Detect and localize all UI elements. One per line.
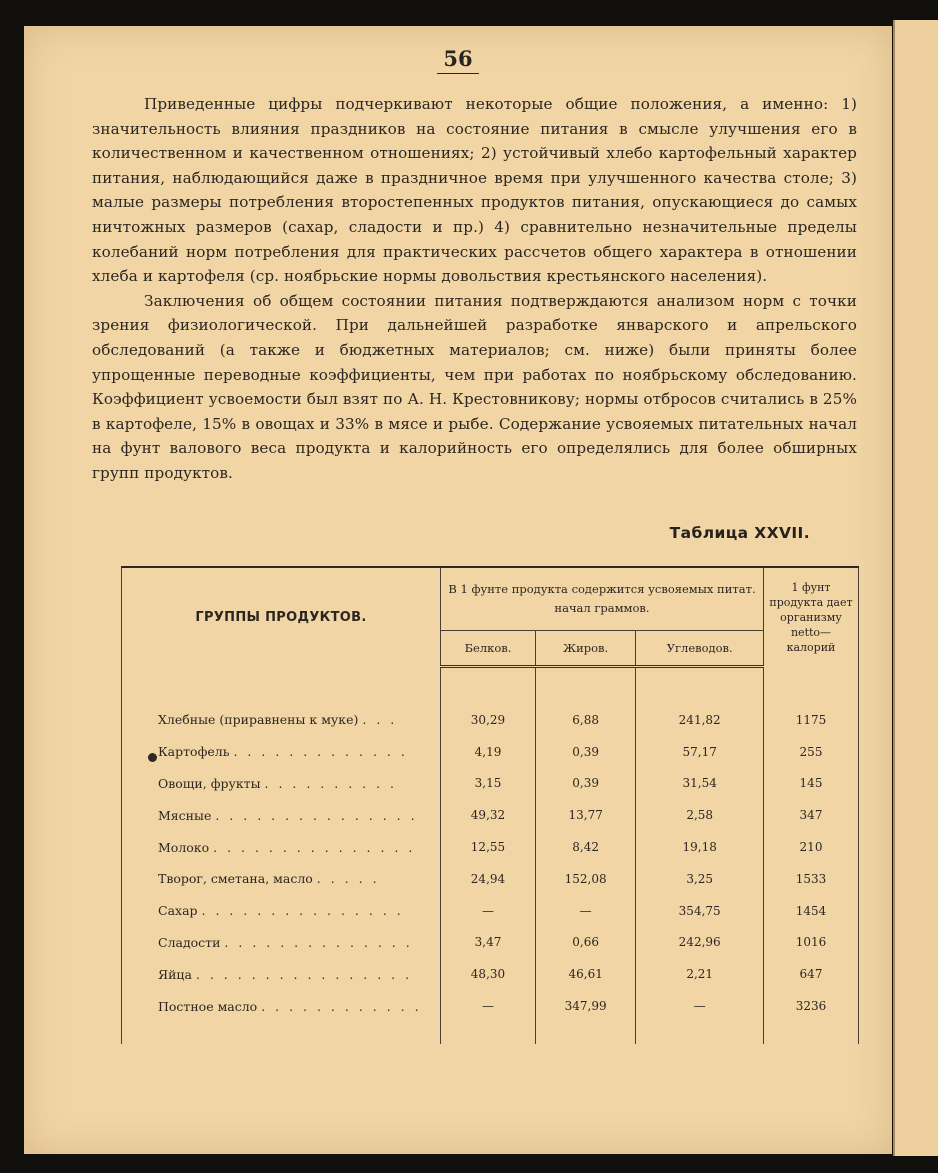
leader-dots: . . . . . . . . . . . . . . . — [201, 903, 404, 919]
row-name — [122, 704, 441, 736]
row-protein: 30,29 — [441, 704, 536, 736]
header-carbs: Углеводов. — [636, 631, 764, 667]
row-carbs: 57,17 — [636, 736, 764, 768]
table-row — [122, 863, 859, 895]
row-fat: 0,39 — [535, 768, 635, 800]
row-protein: 49,32 — [441, 799, 536, 831]
table-row — [122, 895, 859, 927]
row-label: Овощи, фрукты — [158, 775, 261, 791]
row-carbs: 19,18 — [636, 831, 764, 863]
leader-dots: . . . . . . . . . . — [264, 775, 398, 791]
leader-dots: . . . . . . . . . . . . — [261, 998, 422, 1014]
table-row — [122, 958, 859, 990]
row-calories: 1016 — [764, 927, 859, 959]
row-name — [122, 831, 441, 863]
row-calories: 347 — [764, 799, 859, 831]
row-label: Яйца — [158, 966, 192, 982]
row-carbs: 241,82 — [636, 704, 764, 736]
leader-dots: . . . — [362, 712, 398, 728]
row-label: Хлебные (приравнены к муке) — [158, 712, 359, 728]
row-fat: 6,88 — [535, 704, 635, 736]
document-page — [24, 26, 892, 1154]
row-calories: 1533 — [764, 863, 859, 895]
row-label: Сладости — [158, 934, 221, 950]
row-fat: 46,61 — [535, 958, 635, 990]
row-fat: 152,08 — [535, 863, 635, 895]
table-label: Таблица XXVII. — [669, 524, 810, 542]
row-protein: 3,47 — [441, 927, 536, 959]
row-name — [122, 990, 441, 1022]
row-carbs: 242,96 — [636, 927, 764, 959]
row-protein: 4,19 — [441, 736, 536, 768]
row-name — [122, 768, 441, 800]
row-carbs: 31,54 — [636, 768, 764, 800]
row-protein: 48,30 — [441, 958, 536, 990]
table-row — [122, 799, 859, 831]
row-carbs: 354,75 — [636, 895, 764, 927]
row-fat: 8,42 — [535, 831, 635, 863]
ink-blot — [148, 753, 157, 762]
row-protein: — — [441, 895, 536, 927]
adjacent-page-edge — [893, 20, 938, 1156]
row-label: Сахар — [158, 903, 198, 919]
table-row — [122, 704, 859, 736]
leader-dots: . . . . . — [316, 871, 380, 887]
header-calories: 1 фунт продукта дает организму netto—калорий — [764, 567, 859, 667]
row-protein: 24,94 — [441, 863, 536, 895]
body-text — [92, 92, 857, 486]
row-fat: 13,77 — [535, 799, 635, 831]
row-calories: 647 — [764, 958, 859, 990]
header-fat: Жиров. — [535, 631, 635, 667]
row-name — [122, 927, 441, 959]
row-carbs: — — [636, 990, 764, 1022]
paragraph-1: Приведенные цифры подчеркивают некоторые общие положения, а именно: 1) значительность влияния праздников на состояние питания в смысле улучшения его в количественном и качественном отношениях; 2) устойчивый хлебо картофельный характер питания, наблюдающийся даже в праздничное время при улучшенного качества столе; 3) малые размеры потребления второстепенных продуктов питания, опускающиеся до самых ничтожных размеров (сахар, сладости и пр.) 4) сравнительно незначительные пределы колебаний норм потребления для практических рассчетов общего характера в отношении хлеба и картофеля (ср. ноябрьские нормы довольствия крестьянского населения). — [92, 95, 857, 286]
row-label: Постное масло — [158, 998, 258, 1014]
row-label: Мясные — [158, 807, 212, 823]
header-groups: ГРУППЫ ПРОДУКТОВ. — [122, 567, 441, 667]
row-calories: 1454 — [764, 895, 859, 927]
row-calories: 3236 — [764, 990, 859, 1022]
row-fat: 347,99 — [535, 990, 635, 1022]
row-name — [122, 799, 441, 831]
row-name — [122, 736, 441, 768]
row-protein: 12,55 — [441, 831, 536, 863]
row-name — [122, 895, 441, 927]
row-fat: 0,39 — [535, 736, 635, 768]
table-row — [122, 831, 859, 863]
row-label: Картофель — [158, 744, 230, 760]
row-calories: 145 — [764, 768, 859, 800]
page-number: 56 — [24, 46, 892, 71]
row-name — [122, 863, 441, 895]
leader-dots: . . . . . . . . . . . . . . . . — [195, 966, 413, 982]
row-fat: — — [535, 895, 635, 927]
row-carbs: 2,21 — [636, 958, 764, 990]
paragraph-2: Заключения об общем состоянии питания подтверждаются анализом норм с точки зрения физиологической. При дальнейшей разработке январского и апрельского обследований (а также и бюджетных материалов; см. ниже) были приняты более упрощенные переводные коэффициенты, чем при работах по ноябрьскому обследованию. Коэффициент усвоемости был взят по А. Н. Крестовникову; нормы отбросов считались в 25% в картофеле, 15% в овощах и 33% в мясе и рыбе. Содержание усвояемых питательных начал на фунт валового веса продукта и калорийность его определялись для более обширных групп продуктов. — [92, 291, 857, 482]
table-row — [122, 768, 859, 800]
header-contents: В 1 фунте продукта содержится усвояемых питат. начал граммов. — [441, 567, 764, 631]
row-protein: — — [441, 990, 536, 1022]
table-row — [122, 927, 859, 959]
leader-dots: . . . . . . . . . . . . . . — [224, 934, 413, 950]
leader-dots: . . . . . . . . . . . . . . . — [213, 839, 416, 855]
row-protein: 3,15 — [441, 768, 536, 800]
row-calories: 1175 — [764, 704, 859, 736]
table-row — [122, 990, 859, 1022]
row-calories: 255 — [764, 736, 859, 768]
row-carbs: 2,58 — [636, 799, 764, 831]
nutrition-table — [121, 566, 859, 1044]
row-name — [122, 958, 441, 990]
leader-dots: . . . . . . . . . . . . . — [233, 744, 408, 760]
row-carbs: 3,25 — [636, 863, 764, 895]
row-label: Молоко — [158, 839, 210, 855]
row-calories: 210 — [764, 831, 859, 863]
row-fat: 0,66 — [535, 927, 635, 959]
row-label: Творог, сметана, масло — [158, 871, 313, 887]
header-protein: Белков. — [441, 631, 536, 667]
leader-dots: . . . . . . . . . . . . . . . — [215, 807, 418, 823]
table-row — [122, 736, 859, 768]
